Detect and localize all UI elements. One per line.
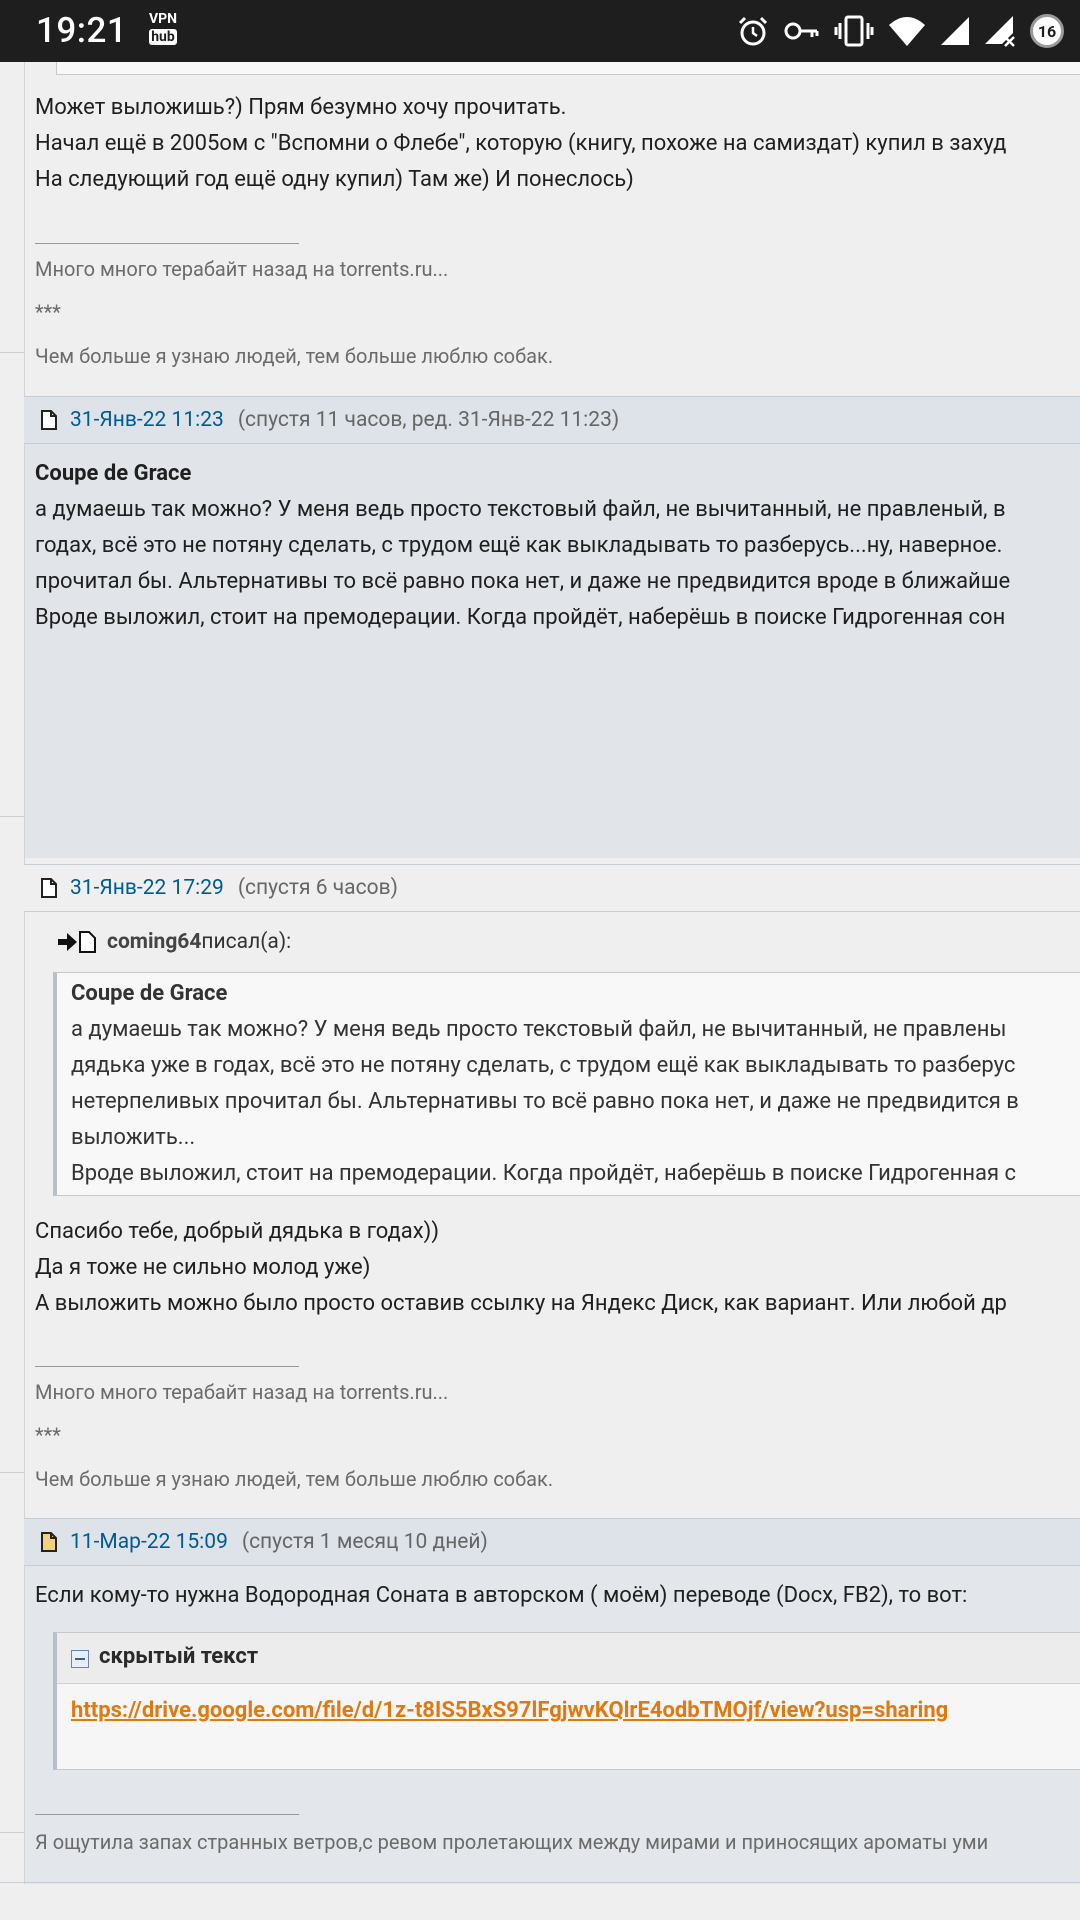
post-meta: (спустя 6 часов)	[237, 876, 398, 900]
post-icon[interactable]	[40, 410, 58, 430]
post-line: Если кому-то нужна Водородная Соната в авторском ( моём) переводе (Docx, FB2), то вот:	[35, 1583, 968, 1608]
top-post-line: Может выложишь?) Прям безумно хочу прочитать.	[35, 95, 567, 120]
notification-count-icon: 16	[1030, 14, 1064, 48]
alarm-icon	[736, 14, 770, 48]
post-line: годах, всё это не потяну сделать, с трудом ещё как выкладывать то разберусь...ну, наверное.	[35, 533, 1003, 558]
signature-separator: ***	[35, 300, 61, 324]
drive-link[interactable]: https://drive.google.com/file/d/1z-t8IS5BxS97lFgjwvKQlrE4odbTMOjf/view?usp=sharing	[71, 1698, 949, 1723]
post-datetime-link[interactable]: 31-Янв-22 17:29	[70, 876, 224, 900]
quote-block	[53, 972, 1080, 1196]
hidden-text-title: скрытый текст	[99, 1644, 259, 1669]
signature-line: Много много терабайт назад на torrents.ru...	[35, 257, 449, 281]
quote-line: нетерпеливых прочитал бы. Альтернативы то всё равно пока нет, и даже не предвидится в	[71, 1089, 1019, 1114]
wifi-icon	[888, 15, 926, 47]
quote-line: а думаешь так можно? У меня ведь просто текстовый файл, не вычитанный, не правлены	[71, 1017, 1007, 1042]
post-meta: (спустя 11 часов, ред. 31-Янв-22 11:23)	[237, 408, 620, 432]
signature-line: Чем больше я узнаю людей, тем больше люблю собак.	[35, 344, 554, 368]
status-time: 19:21	[36, 10, 128, 51]
thread-rail	[0, 62, 25, 1884]
post-meta: (спустя 1 месяц 10 дней)	[241, 1530, 488, 1554]
top-post-border	[56, 62, 1080, 75]
post-line: Вроде выложил, стоит на премодерации. Когда пройдёт, наберёшь в поиске Гидрогенная сон	[35, 605, 1006, 630]
post-header	[24, 396, 1080, 444]
post-icon[interactable]	[40, 878, 58, 898]
signal-icon	[940, 16, 970, 46]
post-datetime-link[interactable]: 11-Мар-22 15:09	[70, 1530, 228, 1554]
post3-bottom-border	[0, 1882, 1080, 1883]
post-author-title: Coupe de Grace	[35, 461, 192, 486]
top-post-line: Начал ещё в 2005ом с "Вспомни о Флебе", которую (книгу, похоже на самиздат) купил в захуд	[35, 131, 1007, 156]
quote-line: выложить...	[71, 1125, 196, 1150]
vibrate-icon	[834, 14, 874, 48]
quote-arrow-icon[interactable]	[57, 930, 97, 954]
forum-thread	[0, 62, 1080, 1920]
post-line: а думаешь так можно? У меня ведь просто текстовый файл, не вычитанный, не правленый, в	[35, 497, 1006, 522]
collapse-icon[interactable]	[71, 1650, 89, 1668]
status-bar	[0, 0, 1080, 62]
hidden-text-toggle[interactable]	[57, 1633, 1080, 1684]
post-new-icon[interactable]	[40, 1532, 58, 1552]
signature-separator: ***	[35, 1423, 61, 1447]
key-icon	[784, 19, 820, 43]
post-line: А выложить можно было просто оставив ссылку на Яндекс Диск, как вариант. Или любой др	[35, 1291, 1007, 1316]
quote-line: Вроде выложил, стоит на премодерации. Когда пройдёт, наберёшь в поиске Гидрогенная с	[71, 1161, 1017, 1186]
post-header	[24, 1518, 1080, 1566]
signature-divider	[35, 1366, 299, 1367]
quote-title: Coupe de Grace	[71, 981, 228, 1006]
post-line: Спасибо тебе, добрый дядька в годах))	[35, 1219, 439, 1244]
signature-line: Чем больше я узнаю людей, тем больше люблю собак.	[35, 1467, 554, 1491]
vpn-hub-icon: VPN hub	[148, 11, 178, 45]
hidden-text-block	[53, 1632, 1080, 1770]
quote-author-suffix: писал(а):	[201, 930, 292, 954]
post-header	[24, 864, 1080, 912]
quote-author-name[interactable]: coming64	[107, 930, 202, 954]
signature-divider	[35, 243, 299, 244]
quote-line: дядька уже в годах, всё это не потяну сделать, с трудом ещё как выкладывать то разберус	[71, 1053, 1016, 1078]
quote-author	[57, 930, 291, 954]
signature-divider	[35, 1814, 299, 1815]
post-datetime-link[interactable]: 31-Янв-22 11:23	[70, 408, 224, 432]
signature-line: Я ощутила запах странных ветров,с ревом пролетающих между мирами и приносящих ароматы уми	[35, 1830, 989, 1854]
top-post-line: На следующий год ещё одну купил) Там же) И понеслось)	[35, 167, 634, 192]
signature-line: Много много терабайт назад на torrents.ru...	[35, 1380, 449, 1404]
post-line: прочитал бы. Альтернативы то всё равно пока нет, и даже не предвидится вроде в ближайше	[35, 569, 1011, 594]
post-line: Да я тоже не сильно молод уже)	[35, 1255, 371, 1280]
signal-x-icon	[984, 15, 1016, 47]
